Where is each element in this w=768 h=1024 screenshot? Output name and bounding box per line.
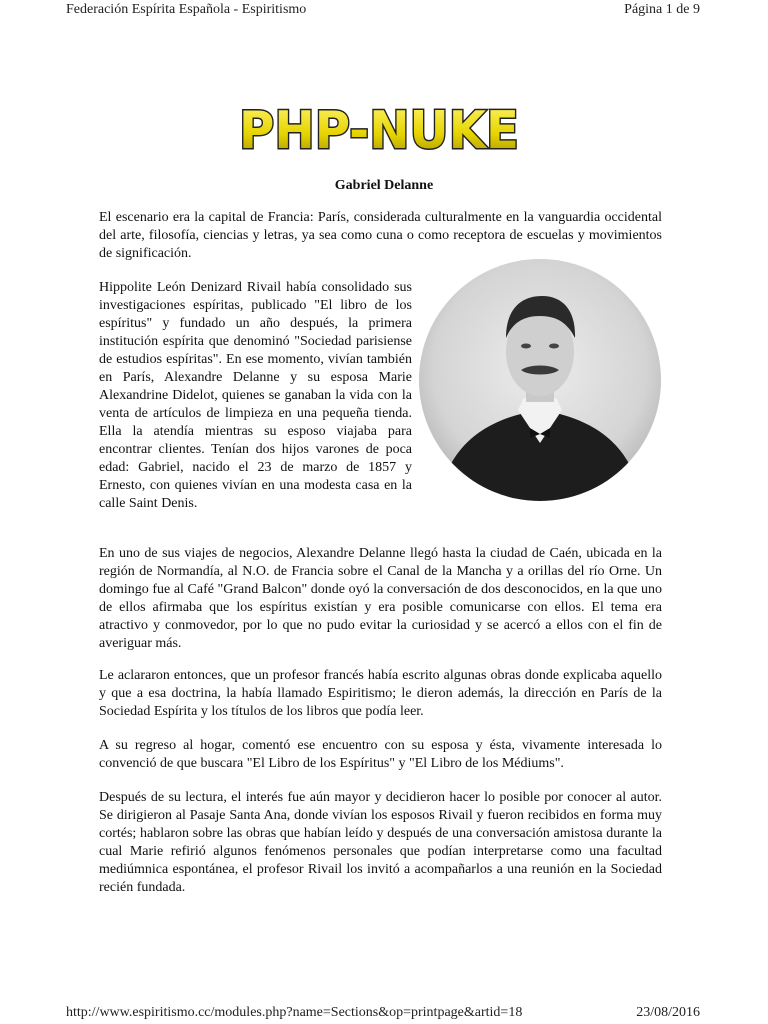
logo-text: PHP-NUKE — [239, 101, 519, 160]
php-nuke-logo — [236, 98, 522, 160]
paragraph-4: Le aclararon entonces, que un profesor francés había escrito algunas obras donde explicaba aquello y que a esa doctrina, la había llamado Espiritismo; le dieron además, la dirección en París de la Sociedad Espírita y los títulos de los libros que podía leer. — [99, 668, 662, 719]
paragraph-3: En uno de sus viajes de negocios, Alexandre Delanne llegó hasta la ciudad de Caén, ubicada en la región de Normandía, al N.O. de Francia sobre el Canal de la Mancha y a orillas del río Orne. Un domingo fue al Café "Grand Balcon" donde oyó la conversación de dos desconocidos, en la que uno de ellos afirmaba que los espíritus existían y era posible comunicarse con ellos. El tema era atractivo y conmovedor, por lo que no pudo evitar la curiosidad y se acercó a ellos con el fin de averiguar más. — [99, 546, 662, 651]
footer-date: 23/08/2016 — [636, 1005, 700, 1020]
page-number: Página 1 de 9 — [624, 2, 700, 17]
portrait-image — [418, 258, 662, 502]
footer-url: http://www.espiritismo.cc/modules.php?name=Sections&op=printpage&artid=18 — [66, 1005, 523, 1020]
page-header-title: Federación Espírita Española - Espiritismo — [66, 2, 307, 17]
paragraph-5: A su regreso al hogar, comentó ese encuentro con su esposa y ésta, vivamente interesada lo convenció de que buscara "El Libro de los Espíritus" y "El Libro de los Médiums". — [99, 738, 662, 771]
paragraph-6: Después de su lectura, el interés fue aún mayor y decidieron hacer lo posible por conocer al autor. Se dirigieron al Pasaje Santa Ana, donde vivían los esposos Rivail y fueron recibidos en forma muy cortés; hablaron sobre las obras que habían leído y después de una conversación amistosa durante la cual Marie refirió algunos fenómenos personales que podían interpretarse como una facultad mediúmnica espontánea, el profesor Rivail los invitó a acompañarlos a una reunión en la Sociedad recién fundada. — [99, 790, 662, 895]
article-title: Gabriel Delanne — [334, 178, 434, 193]
paragraph-1: El escenario era la capital de Francia: París, considerada culturalmente en la vanguardia occidental del arte, filosofía, ciencias y letras, ya sea como cuna o como receptora de escuelas y movimientos de significación. — [99, 210, 662, 261]
paragraph-2: Hippolite León Denizard Rivail había consolidado sus investigaciones espíritas, publicado "El libro de los espíritus" y fundado un año después, la primera institución espírita que denominó "Sociedad parisiense de estudios espíritas". En ese momento, vivían también en París, Alexandre Delanne y su esposa Marie Alexandrine Didelot, quienes se ganaban la vida con la venta de artículos de limpieza en una pequeña tienda. Ella la atendía mientras su esposo viajaba para encontrar clientes. Tenían dos hijos varones de poca edad: Gabriel, nacido el 23 de marzo de 1857 y Ernesto, con quienes vivían en una modesta casa en la calle Saint Denis. — [99, 280, 412, 511]
